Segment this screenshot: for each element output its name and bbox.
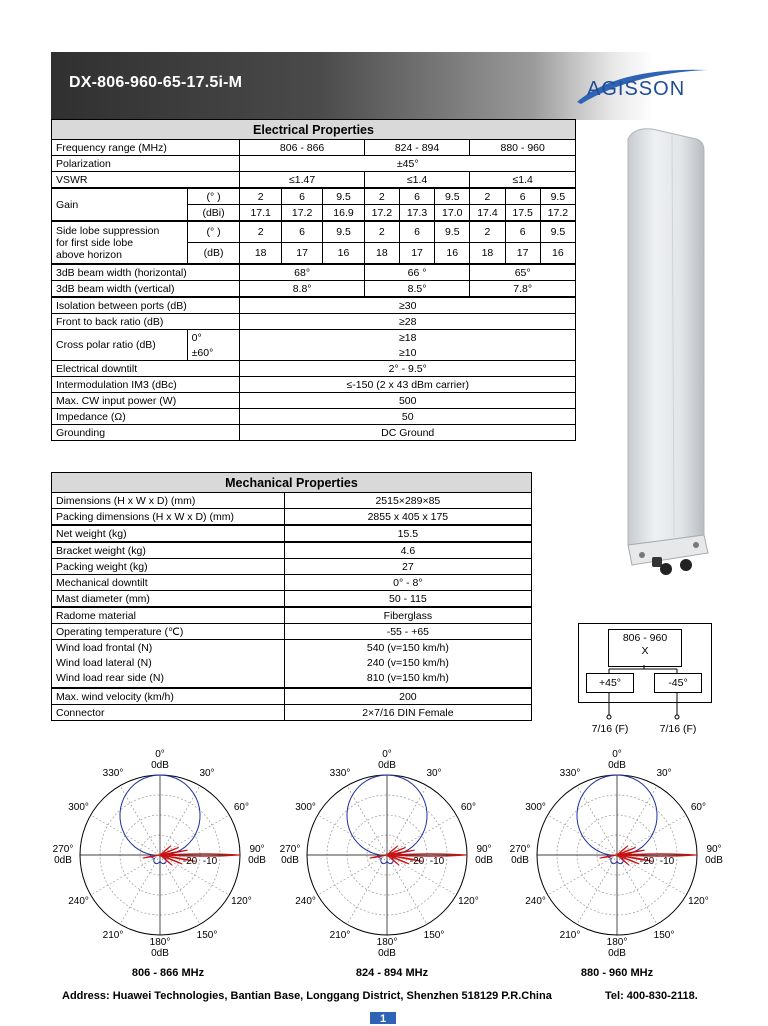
polar-angle-label: 240° xyxy=(68,896,89,907)
port-plus45-box: +45° xyxy=(586,673,634,693)
polar-angle-label: 210° xyxy=(559,930,581,942)
connector-label: Connector xyxy=(52,705,285,721)
sidelobe-angle: 2 xyxy=(364,221,399,243)
gain-value: 17.2 xyxy=(364,205,399,222)
vswr-label: VSWR xyxy=(52,172,240,189)
company-logo xyxy=(567,64,713,108)
polar-angle-label: 90° 0dB xyxy=(705,844,723,866)
mech-value: Fiberglass xyxy=(284,607,531,624)
mech-label: Dimensions (H x W x D) (mm) xyxy=(52,493,285,509)
front-to-back-label: Front to back ratio (dB) xyxy=(52,314,240,330)
sidelobe-value: 17 xyxy=(281,243,322,265)
cross-polar-value-0: ≥18 xyxy=(240,330,576,346)
mech-value: 27 xyxy=(284,559,531,575)
gain-angle: 6 xyxy=(505,188,540,205)
electrical-downtilt-label: Electrical downtilt xyxy=(52,361,240,377)
polar-ring-label: -20 xyxy=(639,856,655,867)
polar-angle-label: 270° 0dB xyxy=(509,844,531,866)
footer-telephone: Tel: 400-830-2118. xyxy=(605,990,698,1002)
polar-angle-label: 150° xyxy=(196,930,218,942)
polar-angle-label: 120° xyxy=(231,896,252,907)
polar-db-label: 0dB xyxy=(705,855,723,866)
vswr-value-3: ≤1.4 xyxy=(470,172,576,189)
band-label: 806 - 960 xyxy=(622,632,668,644)
electrical-properties-table xyxy=(51,119,576,441)
vertical-pattern-lobe xyxy=(370,855,387,858)
mech-label: Mast diameter (mm) xyxy=(52,591,285,608)
polar-angle-label: 30° xyxy=(199,767,215,779)
polar-angle-label: 210° xyxy=(102,930,124,942)
vertical-pattern-lobe xyxy=(600,855,617,858)
polar-angle-label: 60° xyxy=(690,802,706,813)
beamwidth-h-1: 68° xyxy=(240,264,364,281)
sidelobe-value: 18 xyxy=(240,243,281,265)
polar-grid-spoke xyxy=(91,855,160,895)
connector-label-2: 7/16 (F) xyxy=(659,723,697,735)
polar-angle-label: 300° xyxy=(68,802,89,813)
mechanical-properties-table xyxy=(51,472,532,721)
beamwidth-v-label: 3dB beam width (vertical) xyxy=(52,281,240,298)
polar-angle-label: 180° 0dB xyxy=(376,937,398,959)
mech-label: Operating temperature (℃) xyxy=(52,624,285,640)
beamwidth-h-label: 3dB beam width (horizontal) xyxy=(52,264,240,281)
antenna-product-image xyxy=(612,125,712,595)
polar-angle-label: 60° xyxy=(460,802,476,813)
sidelobe-angle: 6 xyxy=(281,221,322,243)
im3-value: ≤-150 (2 x 43 dBm carrier) xyxy=(240,377,576,393)
mech-label: Radome material xyxy=(52,607,285,624)
sidelobe-angle: 9.5 xyxy=(540,221,575,243)
polar-grid-spoke xyxy=(318,855,387,895)
polar-angle-label: 0° 0dB xyxy=(151,749,169,771)
polar-ring-label: -10 xyxy=(429,856,445,867)
mech-label: Packing weight (kg) xyxy=(52,559,285,575)
footer-address: Address: Huawei Technologies, Bantian Base, Longgang District, Shenzhen 518129 P.R.China xyxy=(62,990,552,1002)
gain-angle: 9.5 xyxy=(323,188,364,205)
polar-db-label: 0dB xyxy=(608,948,626,959)
polar-grid-spoke xyxy=(120,786,160,855)
vswr-value-2: ≤1.4 xyxy=(364,172,470,189)
mech-value: 2855 x 405 x 175 xyxy=(284,509,531,526)
electrical-downtilt-value: 2° - 9.5° xyxy=(240,361,576,377)
polar-caption-1: 806 - 866 MHz xyxy=(131,967,205,979)
grounding-label: Grounding xyxy=(52,425,240,441)
polar-angle-label: 0° 0dB xyxy=(378,749,396,771)
gain-angle: 9.5 xyxy=(540,188,575,205)
polar-grid-spoke xyxy=(347,855,387,924)
connector-value: 2×7/16 DIN Female xyxy=(284,705,531,721)
freq-band-3: 880 - 960 xyxy=(470,140,576,156)
impedance-value: 50 xyxy=(240,409,576,425)
mech-label: Mechanical downtilt xyxy=(52,575,285,591)
gain-dbi-unit: (dBi) xyxy=(187,205,240,222)
polar-db-label: 0dB xyxy=(281,855,299,866)
sidelobe-label-line-1: Side lobe suppression xyxy=(56,224,160,237)
polar-angle-label: 300° xyxy=(525,802,546,813)
polar-angle-label: 330° xyxy=(329,767,351,779)
mech-label: Packing dimensions (H x W x D) (mm) xyxy=(52,509,285,526)
gain-value: 17.5 xyxy=(505,205,540,222)
beamwidth-v-1: 8.8° xyxy=(240,281,364,298)
gain-angle: 2 xyxy=(470,188,505,205)
product-title: DX-806-960-65-17.5i-M xyxy=(69,74,243,91)
polar-angle-label: 120° xyxy=(688,896,709,907)
polar-db-label: 0dB xyxy=(511,855,529,866)
grounding-value: DC Ground xyxy=(240,425,576,441)
beamwidth-h-2: 66 ° xyxy=(364,264,470,281)
isolation-value: ≥30 xyxy=(240,297,576,314)
polar-db-label: 0dB xyxy=(151,760,169,771)
page-number: 1 xyxy=(370,1012,396,1024)
beamwidth-v-2: 8.5° xyxy=(364,281,470,298)
header-bar xyxy=(51,52,720,120)
polar-plot-2 xyxy=(262,749,502,984)
polar-angle-label: 30° xyxy=(656,767,672,779)
beamwidth-h-3: 65° xyxy=(470,264,576,281)
sidelobe-value: 16 xyxy=(435,243,470,265)
polar-grid-spoke xyxy=(347,786,387,855)
electrical-heading: Electrical Properties xyxy=(52,120,576,140)
gain-angle: 2 xyxy=(364,188,399,205)
gain-value: 17.2 xyxy=(540,205,575,222)
mech-value: 0° - 8° xyxy=(284,575,531,591)
mech-label: Net weight (kg) xyxy=(52,525,285,542)
sidelobe-angle: 6 xyxy=(505,221,540,243)
polar-plot-1 xyxy=(30,749,270,984)
sidelobe-value: 17 xyxy=(399,243,434,265)
polar-angle-label: 210° xyxy=(329,930,351,942)
cross-mark: X xyxy=(641,645,649,657)
sidelobe-db-unit: (dB) xyxy=(187,243,240,265)
wind-rear-value: 810 (v=150 km/h) xyxy=(366,672,449,684)
polar-angle-label: 30° xyxy=(426,767,442,779)
polar-db-label: 0dB xyxy=(608,760,626,771)
polar-angle-label: 90° 0dB xyxy=(475,844,493,866)
port-minus45-box: -45° xyxy=(654,673,702,693)
polar-angle-label: 240° xyxy=(295,896,316,907)
cross-polar-angle-60: ±60° xyxy=(187,345,240,361)
max-wind-label: Max. wind velocity (km/h) xyxy=(52,688,285,705)
polar-caption-2: 824 - 894 MHz xyxy=(355,967,429,979)
wind-frontal-label: Wind load frontal (N) xyxy=(56,642,153,654)
polar-caption-3: 880 - 960 MHz xyxy=(580,967,654,979)
polar-plot-3 xyxy=(492,749,732,984)
vswr-value-1: ≤1.47 xyxy=(240,172,364,189)
sidelobe-value: 16 xyxy=(323,243,364,265)
polar-angle-label: 180° 0dB xyxy=(149,937,171,959)
polar-angle-label: 90° 0dB xyxy=(248,844,266,866)
wind-lateral-label: Wind load lateral (N) xyxy=(56,657,152,669)
polar-angle-label: 330° xyxy=(102,767,124,779)
polar-angle-label: 180° 0dB xyxy=(606,937,628,959)
cross-polar-angle-0: 0° xyxy=(187,330,240,346)
max-wind-value: 200 xyxy=(284,688,531,705)
sidelobe-angle: 9.5 xyxy=(323,221,364,243)
mech-value: 50 - 115 xyxy=(284,591,531,608)
impedance-label: Impedance (Ω) xyxy=(52,409,240,425)
mechanical-heading: Mechanical Properties xyxy=(52,473,532,493)
im3-label: Intermodulation IM3 (dBc) xyxy=(52,377,240,393)
sidelobe-angle-unit: (° ) xyxy=(187,221,240,243)
polar-db-label: 0dB xyxy=(378,948,396,959)
sidelobe-value: 17 xyxy=(505,243,540,265)
gain-label: Gain xyxy=(52,188,188,221)
mech-value: 4.6 xyxy=(284,542,531,559)
polar-ring-label: -10 xyxy=(202,856,218,867)
polar-grid-spoke xyxy=(577,855,617,924)
polar-angle-label: 300° xyxy=(295,802,316,813)
mech-value: 2515×289×85 xyxy=(284,493,531,509)
wind-load-labels xyxy=(52,640,285,689)
polar-angle-label: 120° xyxy=(458,896,479,907)
diagram-wires xyxy=(578,623,712,733)
sidelobe-label-line-3: above horizon xyxy=(56,248,122,261)
gain-angle: 6 xyxy=(399,188,434,205)
mech-value: -55 - +65 xyxy=(284,624,531,640)
polar-db-label: 0dB xyxy=(151,948,169,959)
gain-value: 17.1 xyxy=(240,205,281,222)
cw-power-value: 500 xyxy=(240,393,576,409)
sidelobe-angle: 9.5 xyxy=(435,221,470,243)
sidelobe-angle: 6 xyxy=(399,221,434,243)
polar-ring-label: -20 xyxy=(409,856,425,867)
mech-value: 15.5 xyxy=(284,525,531,542)
polar-angle-label: 330° xyxy=(559,767,581,779)
sidelobe-angle: 2 xyxy=(240,221,281,243)
gain-value: 17.4 xyxy=(470,205,505,222)
connector-label-1: 7/16 (F) xyxy=(591,723,629,735)
polar-db-label: 0dB xyxy=(248,855,266,866)
gain-angle: 2 xyxy=(240,188,281,205)
polar-angle-label: 150° xyxy=(653,930,675,942)
polarization-label: Polarization xyxy=(52,156,240,172)
polar-db-label: 0dB xyxy=(54,855,72,866)
freq-label: Frequency range (MHz) xyxy=(52,140,240,156)
polar-grid-spoke xyxy=(120,855,160,924)
polar-db-label: 0dB xyxy=(378,760,396,771)
wind-frontal-value: 540 (v=150 km/h) xyxy=(366,642,449,654)
polar-db-label: 0dB xyxy=(475,855,493,866)
wind-lateral-value: 240 (v=150 km/h) xyxy=(366,657,449,669)
cw-power-label: Max. CW input power (W) xyxy=(52,393,240,409)
sidelobe-value: 18 xyxy=(364,243,399,265)
polar-angle-label: 150° xyxy=(423,930,445,942)
vertical-pattern-lobe xyxy=(143,855,160,858)
port-block-diagram xyxy=(578,623,712,733)
beamwidth-v-3: 7.8° xyxy=(470,281,576,298)
polar-grid-spoke xyxy=(577,786,617,855)
isolation-label: Isolation between ports (dB) xyxy=(52,297,240,314)
gain-value: 17.3 xyxy=(399,205,434,222)
freq-band-2: 824 - 894 xyxy=(364,140,470,156)
freq-band-1: 806 - 866 xyxy=(240,140,364,156)
gain-value: 16.9 xyxy=(323,205,364,222)
wind-rear-label: Wind load rear side (N) xyxy=(56,672,164,684)
sidelobe-label-line-2: for first side lobe xyxy=(56,236,134,249)
gain-angle-unit: (° ) xyxy=(187,188,240,205)
polar-angle-label: 60° xyxy=(233,802,249,813)
gain-value: 17.2 xyxy=(281,205,322,222)
cross-polar-label: Cross polar ratio (dB) xyxy=(52,330,188,361)
polar-angle-label: 270° 0dB xyxy=(279,844,301,866)
mech-label: Bracket weight (kg) xyxy=(52,542,285,559)
polar-angle-label: 270° 0dB xyxy=(52,844,74,866)
polar-angle-label: 240° xyxy=(525,896,546,907)
polar-ring-label: -10 xyxy=(659,856,675,867)
polar-ring-label: -20 xyxy=(182,856,198,867)
sidelobe-label xyxy=(52,221,188,264)
logo-text: AGISSON xyxy=(587,78,686,100)
polarization-value: ±45° xyxy=(240,156,576,172)
sidelobe-angle: 2 xyxy=(470,221,505,243)
gain-value: 17.0 xyxy=(435,205,470,222)
polar-angle-label: 0° 0dB xyxy=(608,749,626,771)
sidelobe-value: 16 xyxy=(540,243,575,265)
gain-angle: 9.5 xyxy=(435,188,470,205)
gain-angle: 6 xyxy=(281,188,322,205)
wind-load-values xyxy=(284,640,531,689)
cross-polar-value-60: ≥10 xyxy=(240,345,576,361)
sidelobe-value: 18 xyxy=(470,243,505,265)
front-to-back-value: ≥28 xyxy=(240,314,576,330)
